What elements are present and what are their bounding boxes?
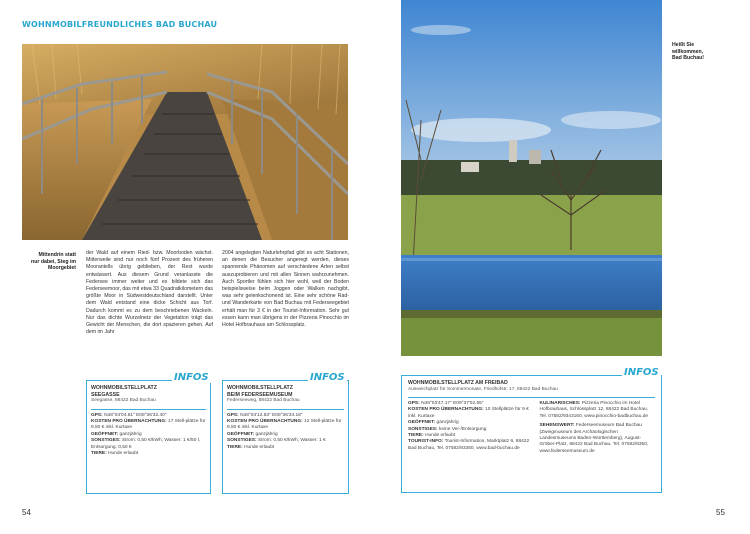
landscape-photo — [401, 0, 662, 356]
divider — [91, 409, 206, 410]
infos-label: INFOS — [310, 372, 345, 383]
caption-line: willkommen, — [672, 48, 704, 55]
box-title: WOHNMOBILSTELLPLATZ — [227, 385, 293, 391]
info-column-right — [539, 401, 655, 455]
body-text-column-1: der Wald auf einem Ried- bzw. Moorboden wächst. Mitterweile sind nur noch fünf Prozent des früheren Moorantells übrig geblieben, der Rest wurde entwässert. Aus diesem Grund veranlasste die Federsee immer weiter und es bildete sich das Federseemoor, das mit etwa 33 Quadratkilometern das größte Moor in Südwestdeutschland darstellt. Unter dem Wald entstand eine dicke Schicht aus Torf. Dadurch kommt es zu dem beschriebenen Wackeln. Nur das dichte Wurzelnetz der Vegetation trägt das Gewicht der Menschen, die dort spazieren gehen. Auf dem im Jahr — [86, 250, 213, 336]
info-row: SONSTIGES: keine Ver-/Entsorgung — [408, 426, 487, 432]
page-number-right: 55 — [716, 508, 725, 517]
caption-line: Mittendrin statt — [38, 252, 76, 258]
boardwalk-photo — [22, 44, 348, 240]
info-row: GPS: N48°03'47.17" E09°37'02.55" — [408, 401, 484, 406]
infos-label: INFOS — [624, 367, 659, 378]
info-row: GEÖFFNET: ganzjährig — [408, 420, 459, 426]
caption-line: nur dabei, Steg im — [31, 258, 76, 265]
section-header: WOHNMOBILFREUNDLICHES BAD BUCHAU — [22, 20, 218, 29]
box-title: BEIM FEDERSEEMUSEUM — [227, 391, 293, 398]
info-row: TIERE: Hunde erlaubt — [91, 451, 139, 457]
info-box-seegasse — [86, 380, 211, 494]
caption-line: Moorgebiet — [48, 265, 76, 272]
info-row: SONSTIGES: Strom: 0,50 €/kWh, Wasser: 1 € — [227, 438, 326, 444]
box-address: Seegasse, 88422 Bad Buchau — [91, 398, 156, 404]
info-row: GEÖFFNET: ganzjährig — [227, 431, 278, 437]
box-title: WOHNMOBILSTELLPLATZ AM FREIBAD — [408, 380, 508, 386]
caption-line: Bad Buchau! — [672, 55, 704, 62]
info-row: KOSTEN PRO ÜBERNACHTUNG: 17 Stell-plätze für 9,50 € inkl. Kurtaxe — [91, 419, 206, 431]
box-title: SEEGASSE — [91, 391, 120, 398]
page-number-left: 54 — [22, 508, 31, 517]
divider — [227, 409, 344, 410]
landscape-illustration — [401, 0, 662, 356]
info-row: SEHENSWERT: Federseemuseum Bad Buchau (Zweigmuseum des Archäologischen Landesmuseums Baden-Württemberg), August-Gröber-Platz, 88422 Bad Buchau, Tel. 07582/8350, www.federseemuseum.de — [539, 423, 649, 454]
info-row: TIERE: Hunde erlaubt — [227, 444, 275, 450]
body-text-column-2: 2004 angelegten Naturlehrpfad gibt es acht Stationen, an denen die Besucher angeregt werden, dieses spannende Phänomen auf verschiedene Arten selbst auszuprobieren und mit allen Sinnen wahrzunehmen. Auch Sportler fühlen sich hier wohl, weil der Boden beispielsweise beim Joggen oder Walken nachgibt, was sehr gelenkschonend ist. Eine sehr schöne Rad- und Wanderkarte von Bad Buchau mit Federseegebiet erhält man für 3 € in der Tourist-Information. Sehr gut essen kann man übrigens in der Pizzeria Pinocchio im Hotel Hofbrauhaus am Schlossplatz. — [222, 250, 349, 329]
caption-line: Heißt Sie — [672, 42, 695, 48]
photo-caption-right — [672, 42, 732, 62]
info-row: KOSTEN PRO ÜBERNACHTUNG: 12 Stell-plätze für 9,50 € inkl. Kurtaxe — [227, 419, 342, 431]
info-box-freibad — [401, 375, 662, 493]
info-column-left — [408, 401, 531, 455]
info-row: GPS: N48°04'12.83" E09°36'34.18" — [227, 412, 303, 418]
box-address: Federseeweg, 88422 Bad Buchau — [227, 398, 300, 404]
infos-label: INFOS — [174, 372, 209, 383]
divider — [408, 397, 655, 398]
info-row: SONSTIGES: Strom: 0,50 €/kWh, Wasser: 1 €/50 l, Entsorgung: 0,50 € — [91, 438, 201, 450]
info-row: KULINARISCHES: Pizzeria Pinocchio im Hotel Hofbrauhaus, Schlossplatz 12, 88422 Bad Buchau, Tel. 07582/9343160, www.pinocchio-badbuchau.de — [539, 401, 649, 419]
photo-caption-left — [24, 252, 76, 272]
box-title: WOHNMOBILSTELLPLATZ — [91, 385, 157, 391]
info-row: TOURIST-INFO: Tourist-Information, Marktplatz 6, 88422 Bad Buchau, Tel. 07582/93360, www.bad-buchau.de — [408, 439, 530, 451]
info-row: TIERE: Hunde erlaubt — [408, 433, 456, 439]
boardwalk-illustration — [22, 44, 348, 240]
info-box-federseemuseum — [222, 380, 349, 494]
info-row: GPS: N48°04'04.81" E09°36'32.40" — [91, 412, 167, 418]
info-row: KOSTEN PRO ÜBERNACHTUNG: 10 Stellplätze für 9 € inkl. Kurtaxe — [408, 407, 529, 419]
box-address: Ausweichplatz für Sommermonate, Friedhofstr. 17, 88422 Bad Buchau — [408, 386, 558, 392]
info-row: GEÖFFNET: ganzjährig — [91, 431, 142, 437]
